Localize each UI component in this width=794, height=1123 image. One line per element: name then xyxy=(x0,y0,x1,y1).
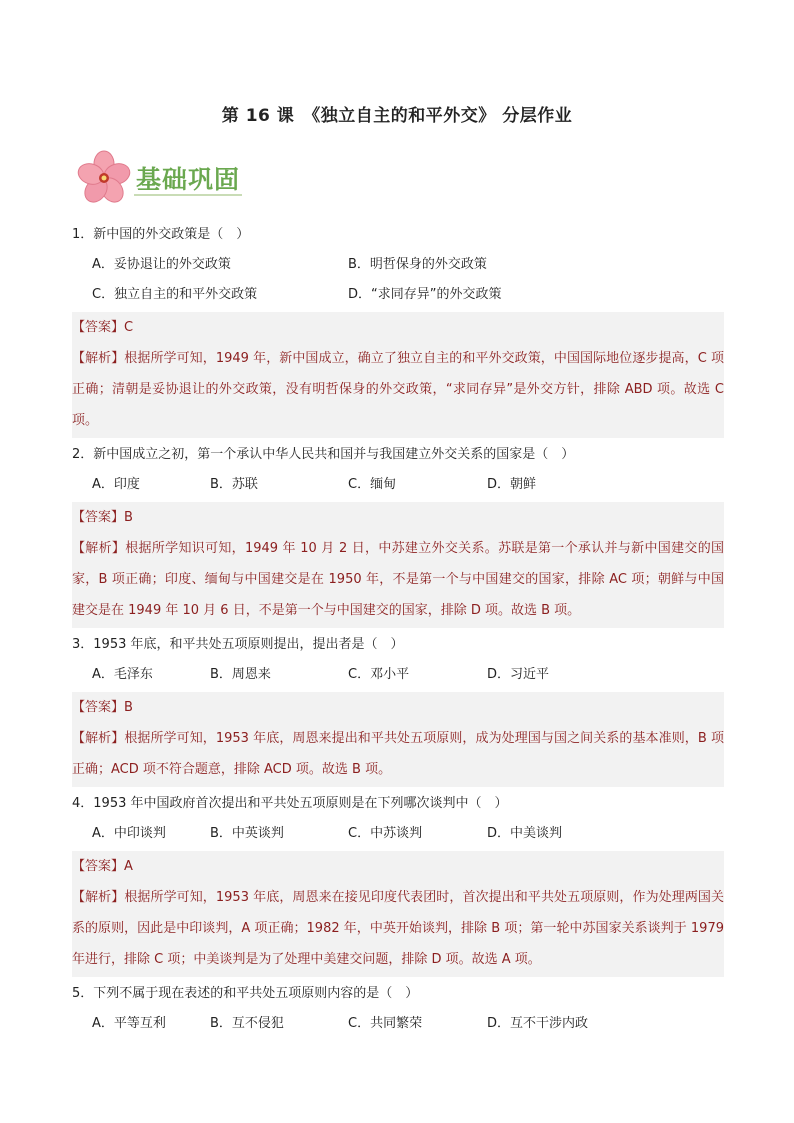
option: B．互不侵犯 xyxy=(210,1016,284,1031)
option: D．习近平 xyxy=(487,667,550,682)
question-stem: 1．新中国的外交政策是（ ） xyxy=(72,227,250,242)
question-stem: 2．新中国成立之初，第一个承认中华人民共和国并与我国建立外交关系的国家是（ ） xyxy=(72,447,575,462)
options-row xyxy=(72,660,724,690)
option: C．共同繁荣 xyxy=(348,1016,423,1031)
option: A．毛泽东 xyxy=(92,667,153,682)
option: D．互不干涉内政 xyxy=(487,1016,589,1031)
options-row xyxy=(72,280,724,310)
answer-box xyxy=(72,312,724,438)
explanation: 【解析】根据所学可知，1949 年，新中国成立，确立了独立自主的和平外交政策，中国国际地位逐步提高，C 项正确；清朝是妥协退让的外交政策，没有明哲保身的外交政策，“求同存异”是外交方针，排除 ABD 项。故选 C 项。 xyxy=(72,351,724,428)
explanation: 【解析】根据所学知识可知，1949 年 10 月 2 日，中苏建立外交关系。苏联是第一个承认并与新中国建交的国家，B 项正确；印度、缅甸与中国建交是在 1950 年，不是第一个与中国建交的国家，排除 AC 项；朝鲜与中国建交是在 1949 年 10 月 6 日，不是第一个与中国建交的国家，排除 D 项。故选 B 项。 xyxy=(72,541,724,618)
options-row xyxy=(72,1009,724,1039)
question-list xyxy=(72,220,724,1039)
option: C．独立自主的和平外交政策 xyxy=(92,287,258,302)
option: D．中美谈判 xyxy=(487,826,563,841)
option: A．印度 xyxy=(92,477,140,492)
section-underline xyxy=(134,194,242,196)
section-title: 基础巩固 xyxy=(136,165,241,194)
option: B．周恩来 xyxy=(210,667,271,682)
options-row xyxy=(72,819,724,849)
page-title: 第 16 课 《独立自主的和平外交》 分层作业 xyxy=(221,106,573,126)
option: C．中苏谈判 xyxy=(348,826,423,841)
option: D．朝鲜 xyxy=(487,477,537,492)
answer: 【答案】B xyxy=(72,700,133,715)
option: C．邓小平 xyxy=(348,667,410,682)
options-row xyxy=(72,470,724,500)
answer: 【答案】A xyxy=(72,859,133,874)
answer-box xyxy=(72,851,724,977)
option: A．平等互利 xyxy=(92,1016,166,1031)
question-stem: 4．1953 年中国政府首次提出和平共处五项原则是在下列哪次谈判中（ ） xyxy=(72,796,508,811)
option: B．明哲保身的外交政策 xyxy=(348,257,487,272)
question-stem: 5．下列不属于现在表述的和平共处五项原则内容的是（ ） xyxy=(72,986,419,1001)
answer-box xyxy=(72,502,724,628)
options-row xyxy=(72,250,724,280)
explanation: 【解析】根据所学可知，1953 年底，周恩来在接见印度代表团时，首次提出和平共处五项原则，作为处理两国关系的原则，因此是中印谈判，A 项正确；1982 年，中英开始谈判，排除 B 项；第一轮中苏国家关系谈判于 1979 年进行，排除 C 项；中美谈判是为了处理中美建交问题，排除 D 项。故选 A 项。 xyxy=(72,890,724,967)
question-stem: 3．1953 年底，和平共处五项原则提出，提出者是（ ） xyxy=(72,637,404,652)
explanation: 【解析】根据所学可知，1953 年底，周恩来提出和平共处五项原则，成为处理国与国之间关系的基本准则，B 项正确；ACD 项不符合题意，排除 ACD 项。故选 B 项。 xyxy=(72,731,724,777)
option: A．妥协退让的外交政策 xyxy=(92,257,231,272)
option: B．苏联 xyxy=(210,477,258,492)
option: B．中英谈判 xyxy=(210,826,284,841)
flower-icon xyxy=(74,150,136,206)
answer-box xyxy=(72,692,724,787)
option: C．缅甸 xyxy=(348,477,397,492)
option: A．中印谈判 xyxy=(92,826,166,841)
answer: 【答案】B xyxy=(72,510,133,525)
answer: 【答案】C xyxy=(72,320,134,335)
section-header xyxy=(74,150,274,206)
option: D．“求同存异”的外交政策 xyxy=(348,287,502,302)
